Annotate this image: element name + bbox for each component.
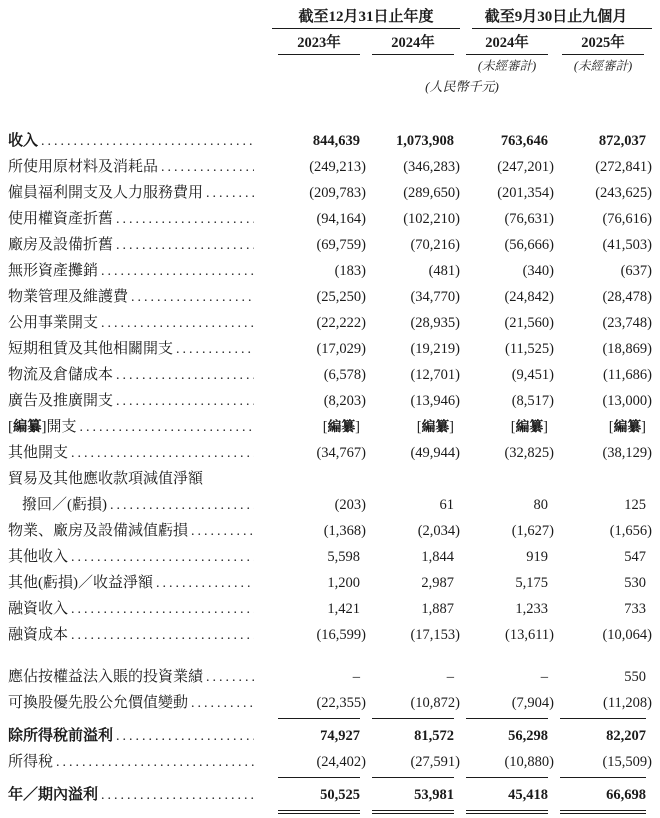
row-label-text: 廣告及推廣開支 — [8, 393, 114, 409]
column-rule — [278, 718, 360, 719]
column-rule-cell — [460, 716, 554, 723]
value-9m2025: (637) — [620, 263, 652, 279]
dot-leader — [203, 467, 254, 492]
value-9m2025: (1,656) — [609, 523, 652, 539]
row-label — [8, 258, 272, 284]
dot-leader — [77, 415, 254, 440]
column-rule — [466, 718, 548, 719]
dot-leader — [68, 545, 254, 570]
row-label-text: 所得稅 — [8, 754, 54, 770]
row-label — [8, 414, 272, 440]
table-row — [8, 782, 652, 808]
value-9m2024: (340) — [522, 263, 554, 279]
row-label — [8, 440, 272, 466]
column-group-annual — [272, 8, 460, 29]
value-fy2023: (69,759) — [316, 237, 366, 253]
year-label: 2023年 — [297, 35, 341, 51]
table-row — [8, 310, 652, 336]
value-9m2025: (11,686) — [603, 367, 652, 383]
value-fy2024: 1,073,908 — [396, 133, 454, 149]
value-9m2024: 1,233 — [515, 601, 548, 617]
row-label — [8, 206, 272, 232]
dot-leader — [113, 363, 254, 388]
value-9m2024: (32,825) — [504, 445, 554, 461]
value-fy2024: (346,283) — [403, 159, 460, 175]
value-fy2024: (28,935) — [410, 315, 460, 331]
header-year-row — [8, 29, 652, 55]
column-rule-cell — [554, 808, 652, 815]
value-fy2024: (19,219) — [410, 341, 460, 357]
dot-leader — [203, 665, 254, 690]
row-label-text: 除所得稅前溢利 — [8, 728, 114, 744]
value-9m2025: (11,208) — [603, 695, 652, 711]
value-fy2023: (6,578) — [323, 367, 366, 383]
column-rule-cell — [366, 716, 460, 723]
table-row — [8, 232, 652, 258]
table-body — [8, 128, 652, 815]
table-row — [8, 388, 652, 414]
row-label — [8, 232, 272, 258]
value-9m2025: (15,509) — [602, 754, 652, 770]
value-fy2023: (249,213) — [309, 159, 366, 175]
table-row — [8, 664, 652, 690]
column-rule-cell — [554, 775, 652, 782]
value-fy2024: 2,987 — [421, 575, 454, 591]
value-fy2023: (1,368) — [323, 523, 366, 539]
table-row — [8, 518, 652, 544]
year-col-9m2024 — [460, 29, 554, 55]
year-label: 2024年 — [485, 35, 529, 51]
value-fy2023: (22,222) — [316, 315, 366, 331]
table-row — [8, 749, 652, 775]
value-9m2024: (76,631) — [504, 211, 554, 227]
dot-leader — [98, 311, 254, 336]
value-fy2023: (17,029) — [316, 341, 366, 357]
value-fy2023: (22,355) — [316, 695, 366, 711]
row-label — [8, 622, 272, 648]
value-fy2024: (481) — [428, 263, 460, 279]
column-rule — [278, 777, 360, 778]
value-9m2025: 550 — [624, 669, 646, 685]
value-fy2023: (24,402) — [316, 754, 366, 770]
row-label-text: 其他收入 — [8, 549, 69, 565]
row-label-text: 物流及倉儲成本 — [8, 367, 114, 383]
year-col-fy2023 — [272, 29, 366, 55]
value-9m2025: 530 — [624, 575, 646, 591]
column-rule — [278, 810, 360, 814]
value-9m2025: (23,748) — [602, 315, 652, 331]
row-label-text: 融資收入 — [8, 601, 69, 617]
row-label — [8, 388, 272, 414]
dot-leader — [173, 337, 254, 362]
row-label — [8, 466, 272, 492]
value-9m2024: 763,646 — [500, 133, 548, 149]
column-rule — [372, 718, 454, 719]
value-9m2024: [編纂] — [510, 419, 548, 435]
header-spacer — [8, 29, 272, 55]
table-row — [8, 180, 652, 206]
value-fy2024: (34,770) — [410, 289, 460, 305]
table-row — [8, 466, 652, 492]
column-rule-cell — [366, 775, 460, 782]
value-fy2024: 81,572 — [414, 728, 454, 744]
value-9m2024: (8,517) — [511, 393, 554, 409]
row-label — [8, 284, 272, 310]
unaudited-note-fy2023 — [272, 55, 366, 75]
dot-leader — [153, 571, 254, 596]
column-rule-cell — [460, 775, 554, 782]
row-label — [8, 518, 272, 544]
group-title-nine-months: 截至9月30日止九個月 — [484, 9, 628, 25]
row-label — [8, 310, 272, 336]
row-label-text: 貿易及其他應收款項減值淨額 — [8, 471, 204, 487]
dot-leader — [113, 724, 254, 749]
value-fy2024: (2,034) — [417, 523, 460, 539]
value-fy2024: (70,216) — [410, 237, 460, 253]
dot-leader — [188, 519, 254, 544]
table-row — [8, 206, 652, 232]
dot-leader — [128, 285, 254, 310]
value-9m2024: 56,298 — [508, 728, 548, 744]
unaudited-note-9m2025: (未經審計) — [573, 59, 633, 73]
value-fy2023: 74,927 — [320, 728, 360, 744]
table-row — [8, 414, 652, 440]
value-9m2025: (38,129) — [602, 445, 652, 461]
rule-row-spacer — [8, 775, 272, 782]
dot-leader — [158, 155, 254, 180]
subtotal-rule-row — [8, 716, 652, 723]
value-fy2024: 1,844 — [421, 549, 454, 565]
value-9m2025 — [554, 466, 652, 492]
value-fy2024: (49,944) — [410, 445, 460, 461]
value-fy2023: (203) — [334, 497, 366, 513]
table-row — [8, 258, 652, 284]
value-9m2025: (28,478) — [602, 289, 652, 305]
column-rule — [560, 810, 646, 814]
value-fy2024: (17,153) — [410, 627, 460, 643]
column-rule — [466, 810, 548, 814]
dot-leader — [53, 750, 254, 775]
value-9m2024: (247,201) — [497, 159, 554, 175]
value-fy2023: (25,250) — [316, 289, 366, 305]
rule-row-spacer — [8, 808, 272, 815]
row-label-text: 僱員福利開支及人力服務費用 — [8, 185, 204, 201]
value-fy2024: – — [446, 669, 454, 685]
row-label-text: 物業、廠房及設備減值虧損 — [8, 523, 189, 539]
year-col-9m2025 — [554, 29, 652, 55]
table-row — [8, 128, 652, 154]
header-group-row — [8, 8, 652, 29]
row-label — [8, 336, 272, 362]
table-row — [8, 596, 652, 622]
value-9m2024: (56,666) — [504, 237, 554, 253]
column-rule — [560, 718, 646, 719]
value-9m2025: 733 — [624, 601, 646, 617]
dot-leader — [188, 691, 254, 716]
row-label-text: 其他開支 — [8, 445, 69, 461]
row-label — [8, 180, 272, 206]
column-rule — [372, 810, 454, 814]
row-label-text: 收入 — [8, 133, 39, 149]
row-label-text: 應佔按權益法入賬的投資業績 — [8, 669, 204, 685]
value-fy2023: 844,639 — [312, 133, 360, 149]
column-rule — [560, 777, 646, 778]
value-9m2024: (24,842) — [504, 289, 554, 305]
table-row — [8, 570, 652, 596]
row-label — [8, 570, 272, 596]
value-9m2024: 919 — [526, 549, 548, 565]
row-label-text: 融資成本 — [8, 627, 69, 643]
value-fy2023: 50,525 — [320, 787, 360, 803]
value-9m2025: (18,869) — [602, 341, 652, 357]
table-row — [8, 723, 652, 749]
row-label-text: 年／期內溢利 — [8, 787, 99, 803]
row-label — [8, 492, 272, 518]
row-label — [8, 723, 272, 749]
header-spacer — [8, 8, 272, 29]
value-fy2024: (27,591) — [410, 754, 460, 770]
row-label — [8, 690, 272, 716]
value-9m2025: (13,000) — [602, 393, 652, 409]
row-label-text: 其他(虧損)／收益淨額 — [8, 575, 153, 591]
group-title-annual: 截至12月31日止年度 — [298, 9, 434, 25]
total-double-rule-row — [8, 808, 652, 815]
column-rule-cell — [554, 716, 652, 723]
column-rule-cell — [272, 775, 366, 782]
currency-note: (人民幣千元) — [425, 79, 499, 94]
row-label-text: 公用事業開支 — [8, 315, 99, 331]
dot-leader — [113, 233, 254, 258]
value-9m2024: (7,904) — [511, 695, 554, 711]
value-fy2024: 53,981 — [414, 787, 454, 803]
header-currency-row — [8, 75, 652, 96]
table-row — [8, 336, 652, 362]
column-rule — [466, 777, 548, 778]
row-label-text: [編纂]開支 — [8, 419, 77, 435]
column-rule-cell — [272, 716, 366, 723]
value-9m2024: (11,525) — [505, 341, 554, 357]
rule-row-spacer — [8, 716, 272, 723]
value-9m2024: 80 — [533, 497, 548, 513]
row-label-text: 物業管理及維護費 — [8, 289, 129, 305]
year-col-fy2024 — [366, 29, 460, 55]
row-label — [8, 544, 272, 570]
value-9m2025: (76,616) — [602, 211, 652, 227]
row-label — [8, 782, 272, 808]
value-fy2023: 1,421 — [327, 601, 360, 617]
column-rule-cell — [272, 808, 366, 815]
column-rule — [372, 777, 454, 778]
value-9m2025: 547 — [624, 549, 646, 565]
row-label — [8, 664, 272, 690]
row-label — [8, 362, 272, 388]
value-fy2024: (289,650) — [403, 185, 460, 201]
dot-leader — [68, 597, 254, 622]
subtotal-rule-row — [8, 775, 652, 782]
header-spacer — [8, 75, 272, 96]
table-row — [8, 544, 652, 570]
dot-leader — [38, 129, 254, 154]
row-label-text: 短期租賃及其他相關開支 — [8, 341, 174, 357]
value-9m2025: 872,037 — [598, 133, 646, 149]
row-label — [8, 128, 272, 154]
dot-leader — [113, 389, 254, 414]
value-9m2025: (243,625) — [595, 185, 652, 201]
table-row — [8, 154, 652, 180]
dot-leader — [107, 493, 254, 518]
dot-leader — [68, 441, 254, 466]
dot-leader — [98, 259, 254, 284]
value-fy2024 — [366, 466, 460, 492]
value-9m2025: 125 — [624, 497, 646, 513]
value-fy2024: (10,872) — [410, 695, 460, 711]
value-9m2025: 82,207 — [606, 728, 646, 744]
row-label-text: 可換股優先股公允價值變動 — [8, 695, 189, 711]
column-group-nine-months — [460, 8, 652, 29]
value-9m2024: 5,175 — [515, 575, 548, 591]
header-spacer — [8, 55, 272, 75]
row-label — [8, 154, 272, 180]
value-fy2024: 61 — [439, 497, 454, 513]
unaudited-note-fy2024 — [366, 55, 460, 75]
value-fy2024: 1,887 — [421, 601, 454, 617]
value-fy2024: (13,946) — [410, 393, 460, 409]
dot-leader — [203, 181, 254, 206]
table-row — [8, 440, 652, 466]
value-9m2025: 66,698 — [606, 787, 646, 803]
row-label-text: 廠房及設備折舊 — [8, 237, 114, 253]
table-row — [8, 622, 652, 648]
value-9m2024: – — [540, 669, 548, 685]
dot-leader — [113, 207, 254, 232]
row-label-text: 所使用原材料及消耗品 — [8, 159, 159, 175]
dot-leader — [68, 623, 254, 648]
value-9m2024: (1,627) — [511, 523, 554, 539]
row-label-text: 無形資產攤銷 — [8, 263, 99, 279]
value-9m2024: (13,611) — [505, 627, 554, 643]
value-fy2023: 5,598 — [327, 549, 360, 565]
year-label: 2025年 — [581, 35, 625, 51]
value-9m2024: (10,880) — [504, 754, 554, 770]
row-label — [8, 749, 272, 775]
dot-leader — [98, 783, 254, 808]
value-fy2024: [編纂] — [416, 419, 454, 435]
value-9m2024: 45,418 — [508, 787, 548, 803]
value-9m2024: (21,560) — [504, 315, 554, 331]
row-label-text: 使用權資產折舊 — [8, 211, 114, 227]
value-9m2025: (41,503) — [602, 237, 652, 253]
value-fy2023: (34,767) — [316, 445, 366, 461]
value-9m2024: (201,354) — [497, 185, 554, 201]
year-label: 2024年 — [391, 35, 435, 51]
value-fy2023: [編纂] — [322, 419, 360, 435]
value-fy2023: – — [352, 669, 360, 685]
row-label — [8, 596, 272, 622]
value-fy2023: (8,203) — [323, 393, 366, 409]
value-fy2023: (16,599) — [316, 627, 366, 643]
value-fy2023: (94,164) — [316, 211, 366, 227]
value-9m2025: [編纂] — [608, 419, 646, 435]
value-fy2024: (102,210) — [403, 211, 460, 227]
table-row — [8, 690, 652, 716]
table-row — [8, 362, 652, 388]
value-9m2024 — [460, 466, 554, 492]
row-label-text: 撥回／(虧損) — [22, 497, 107, 513]
value-9m2024: (9,451) — [511, 367, 554, 383]
table-row — [8, 284, 652, 310]
unaudited-note-9m2024: (未經審計) — [477, 59, 537, 73]
table-row — [8, 492, 652, 518]
header-note-row — [8, 55, 652, 75]
column-rule-cell — [460, 808, 554, 815]
value-fy2023: 1,200 — [327, 575, 360, 591]
value-9m2025: (10,064) — [602, 627, 652, 643]
value-fy2023: (183) — [334, 263, 366, 279]
value-fy2024: (12,701) — [410, 367, 460, 383]
value-9m2025: (272,841) — [595, 159, 652, 175]
value-fy2023: (209,783) — [309, 185, 366, 201]
value-fy2023 — [272, 466, 366, 492]
column-rule-cell — [366, 808, 460, 815]
